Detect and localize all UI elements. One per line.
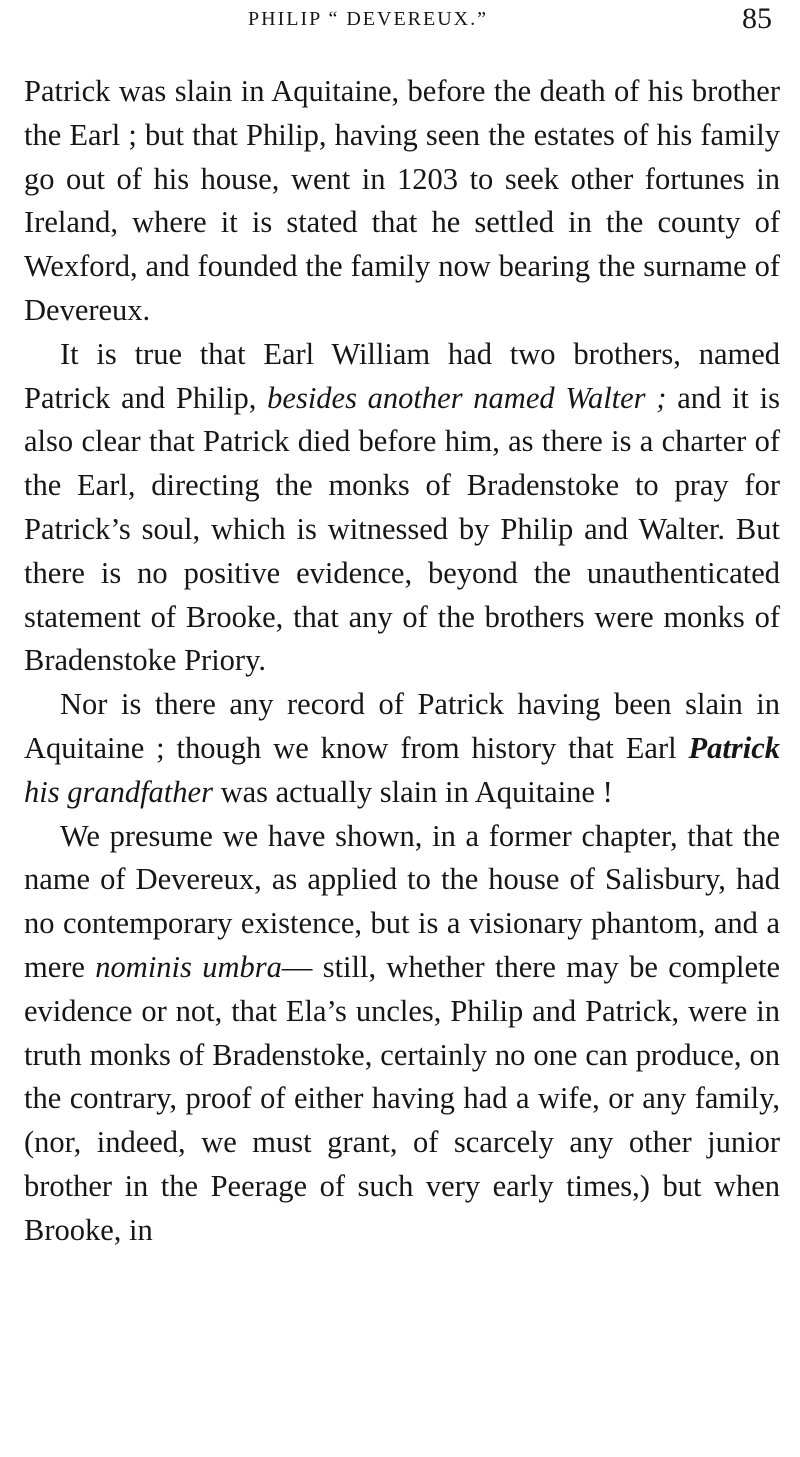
paragraph-2-text-a: It is true that Earl William had two brothers, named Patrick and Philip,: [24, 336, 780, 415]
running-title: PHILIP “ DEVEREUX.”: [248, 8, 489, 30]
paragraph-1-text: Patrick was slain in Aquitaine, before the death of his brother the Earl ; but that Philip, having seen the estates of his family go out of his house, went in 1203 to seek other fortunes in Ireland, where it is stated that he settled in the county of Wexford, and founded the family now bearing the surname of Devereux.: [24, 74, 780, 327]
paragraph-3-text-b: was actually slain in Aquitaine !: [220, 774, 613, 809]
paragraph-3-text-a: Nor is there any record of Patrick having been slain in Aquitaine ; though we know from history that Earl: [24, 687, 780, 765]
page-number: 85: [742, 2, 772, 35]
paragraph-3-bold-italic: Patrick: [688, 730, 780, 765]
paragraph-2: [24, 333, 780, 683]
body-text: [24, 70, 780, 1253]
paragraph-4-text-a: We presume we have shown, in a former chapter, that the name of Devereux, as applied to the house of Salisbury, had no contemporary existence, but is a visionary phantom, and a mere: [24, 818, 780, 984]
paragraph-4-italic: nominis umbra: [95, 949, 282, 984]
paragraph-4: [24, 815, 780, 1253]
running-head: [0, 2, 800, 42]
paragraph-2-text-b: and it is also clear that Patrick died before him, as there is a charter of the Earl, directing the monks of Bradenstoke to pray for Patrick’s soul, which is witnessed by Philip and Walter. But there is no positive evidence, beyond the unauthenticated statement of Brooke, that any of the brothers were monks of Bradenstoke Priory.: [24, 380, 780, 678]
paragraph-1: [24, 70, 780, 333]
paragraph-2-italic: besides another named Walter ;: [267, 380, 667, 415]
paragraph-3-italic: his grandfather: [24, 774, 213, 809]
paragraph-3: [24, 683, 780, 814]
paragraph-4-text-b: — still, whether there may be complete evidence or not, that Ela’s uncles, Philip and Patrick, were in truth monks of Bradenstoke, certainly no one can produce, on the contrary, proof of either having had a wife, or any family, (nor, indeed, we must grant, of scarcely any other junior brother in the Peerage of such very early times,) but when Brooke, in: [24, 949, 780, 1247]
